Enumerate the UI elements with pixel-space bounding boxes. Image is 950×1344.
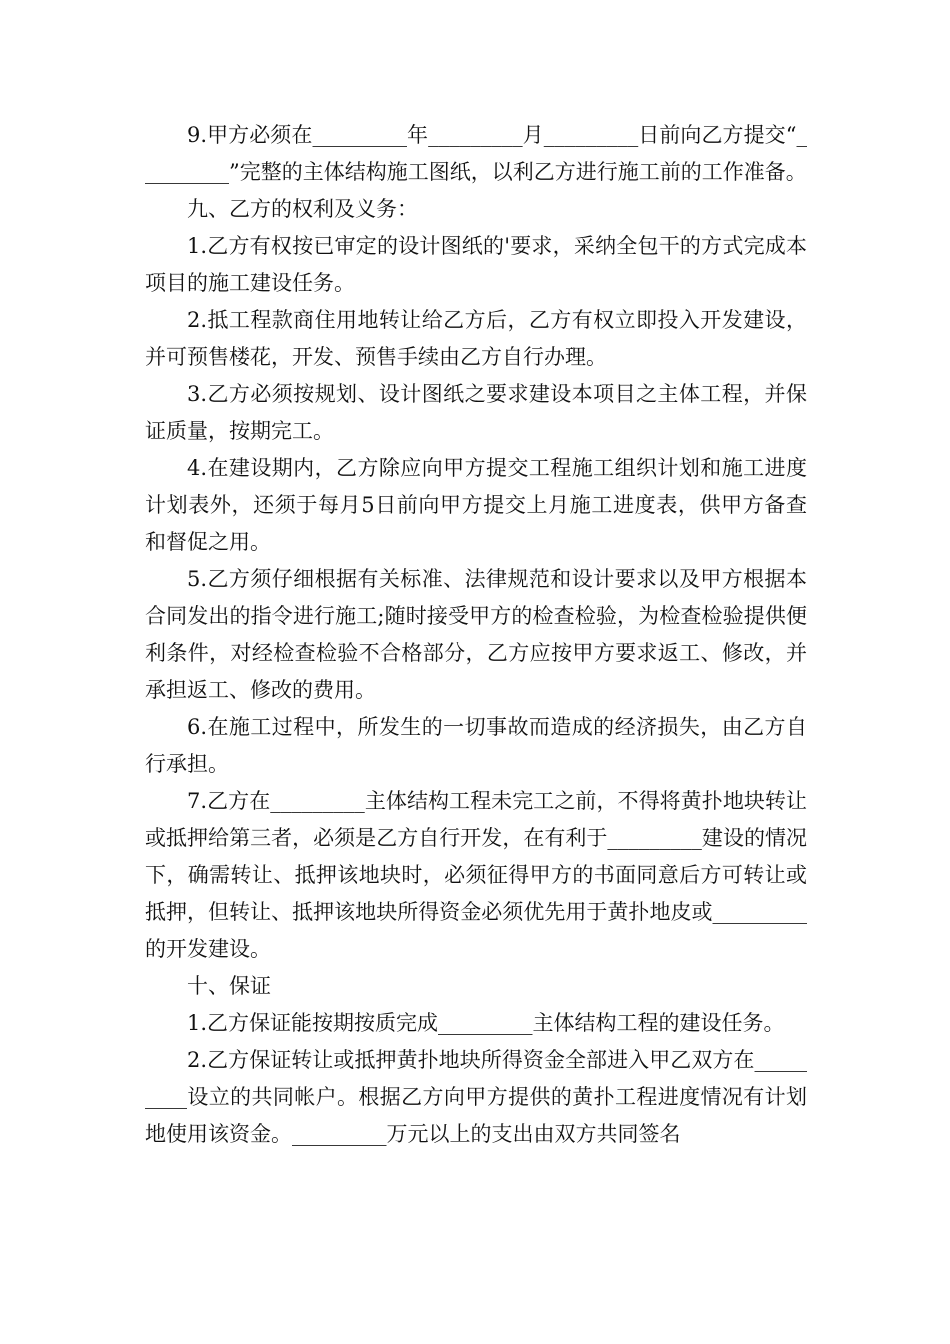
clause-b3-paragraph: 3.乙方必须按规划、设计图纸之要求建设本项目之主体工程，并保证质量，按期完工。 <box>145 382 807 443</box>
section-heading-party-b-rights: 九、乙方的权利及义务： <box>187 197 418 221</box>
document-body <box>145 117 807 1153</box>
guarantee-1-paragraph: 1.乙方保证能按期按质完成_________主体结构工程的建设任务。 <box>187 1011 785 1035</box>
clause-b2-paragraph: 2.抵工程款商住用地转让给乙方后，乙方有权立即投入开发建设，并可预售楼花，开发、预售手续由乙方自行办理。 <box>145 308 807 369</box>
clause-b4-paragraph: 4.在建设期内，乙方除应向甲方提交工程施工组织计划和施工进度计划表外，还须于每月5日前向甲方提交上月施工进度表，供甲方备查和督促之用。 <box>145 456 807 554</box>
guarantee-2-paragraph: 2.乙方保证转让或抵押黄扑地块所得资金全部进入甲乙双方在_________设立的共同帐户。根据乙方向甲方提供的黄扑工程进度情况有计划地使用该资金。_________万元以上的支出由双方共同签名 <box>145 1048 807 1146</box>
clause-b1-paragraph: 1.乙方有权按已审定的设计图纸的'要求，采纳全包干的方式完成本项目的施工建设任务。 <box>145 234 807 295</box>
section-heading-guarantee: 十、保证 <box>187 974 271 998</box>
clause-b7-paragraph: 7.乙方在_________主体结构工程未完工之前，不得将黄扑地块转让或抵押给第三者，必须是乙方自行开发，在有利于_________建设的情况下，确需转让、抵押该地块时，必须征得甲方的书面同意后方可转让或抵押，但转让、抵押该地块所得资金必须优先用于黄扑地皮或_________的开发建设。 <box>145 789 807 961</box>
clause-b6-paragraph: 6.在施工过程中，所发生的一切事故而造成的经济损失，由乙方自行承担。 <box>145 715 807 776</box>
clause-b5-paragraph: 5.乙方须仔细根据有关标准、法律规范和设计要求以及甲方根据本合同发出的指令进行施工;随时接受甲方的检查检验，为检查检验提供便利条件，对经检查检验不合格部分，乙方应按甲方要求返工、修改，并承担返工、修改的费用。 <box>145 567 807 702</box>
clause-9-paragraph: 9.甲方必须在_________年_________月_________日前向乙方提交“_________”完整的主体结构施工图纸，以利乙方进行施工前的工作准备。 <box>145 123 807 184</box>
